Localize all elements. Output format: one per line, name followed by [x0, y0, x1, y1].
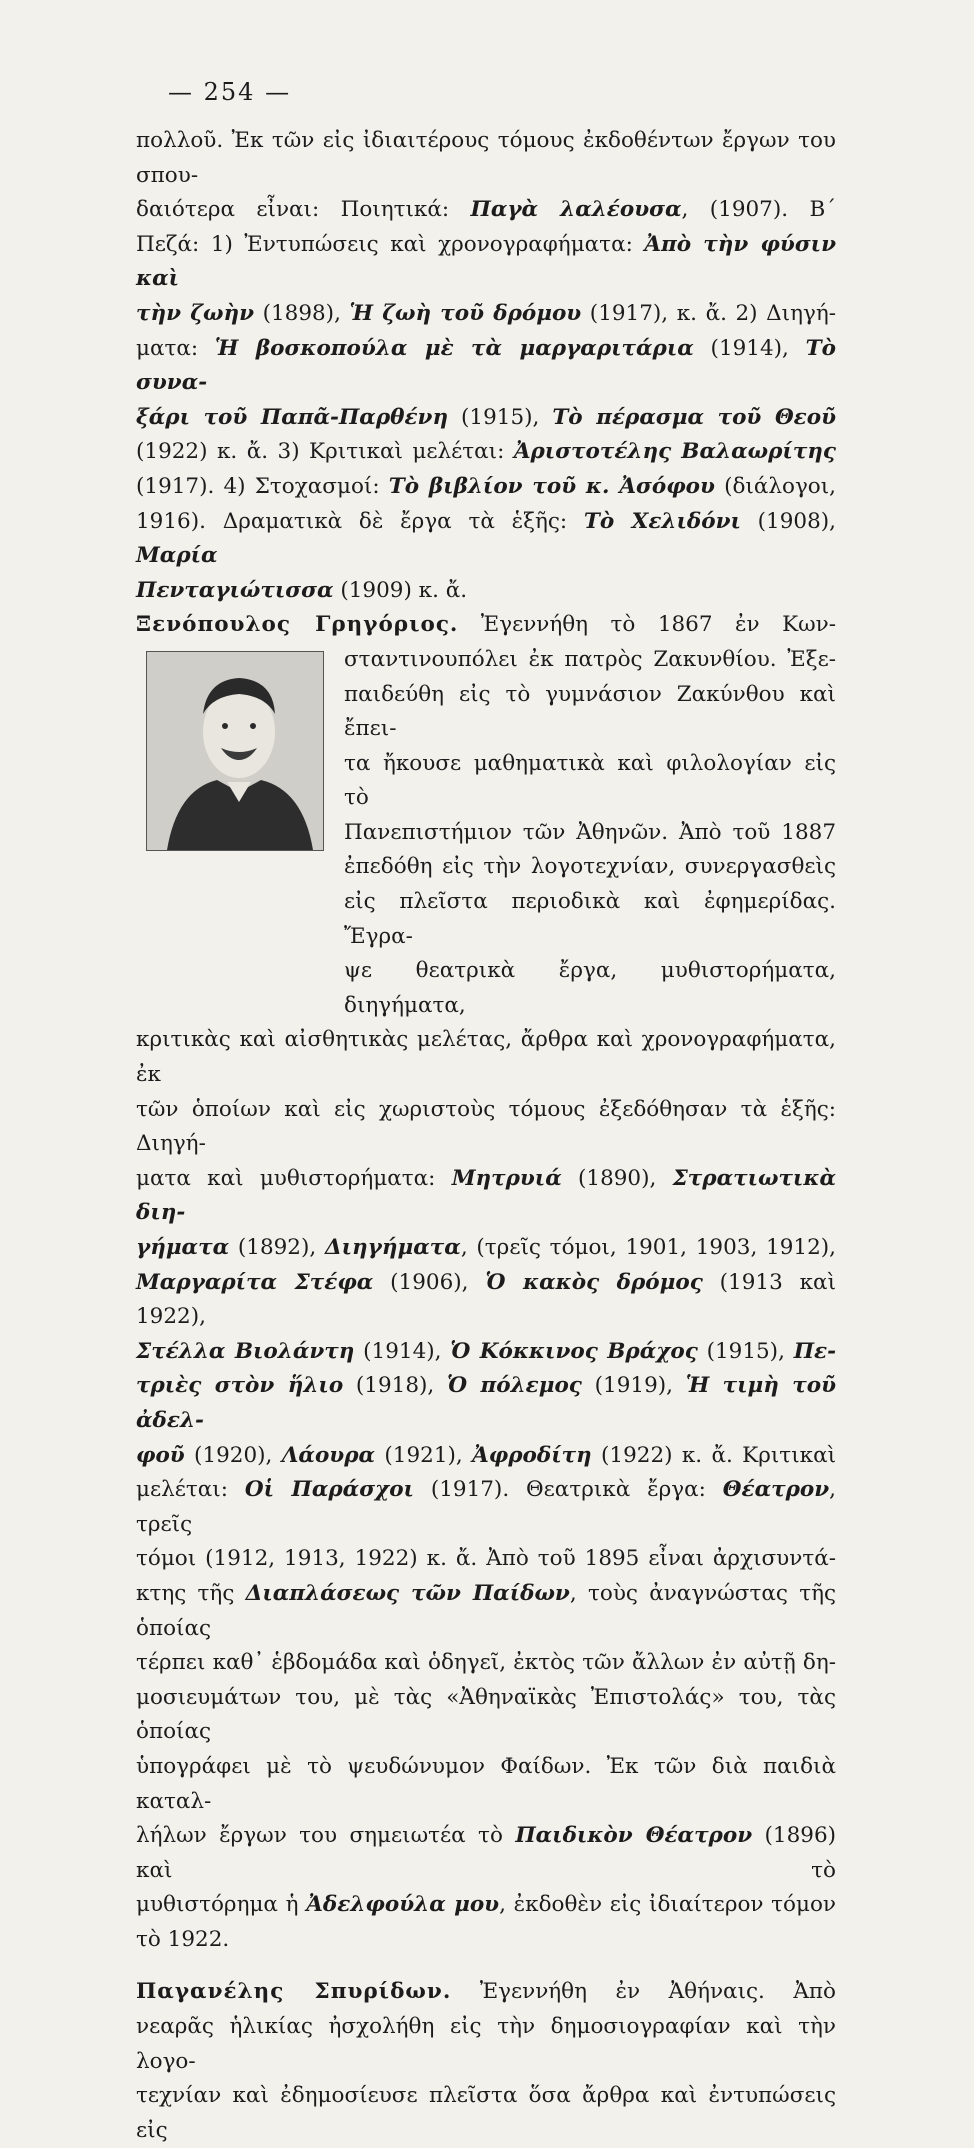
work-title: Τὸ βιβλίον τοῦ κ. Ἀσόφου [388, 473, 715, 499]
text-line: Πεζά: 1) Ἐντυπώσεις καὶ χρονογραφήματα: Ἀπὸ τὴν φύσιν καὶ [136, 231, 837, 292]
entry-heading: Παγανέλης Σπυρίδων. [136, 1979, 452, 2005]
work-title: Ἀριστοτέλης Βαλαωρίτης [513, 439, 837, 465]
page-number: — 254 — [168, 78, 292, 106]
text-line: γήματα (1892), Διηγήματα, (τρεῖς τόμοι, 1901, 1903, 1912), [136, 1235, 836, 1260]
work-title: Μαρία [136, 543, 218, 569]
text-line: Πενταγιώτισσα (1909) κ. ἄ. [136, 577, 468, 603]
work-title: Στέλλα Βιολάντη [136, 1338, 355, 1364]
work-title: Παιδικὸν Θέατρον [515, 1823, 753, 1849]
text-line: κτης τῆς Διαπλάσεως τῶν Παίδων, τοὺς ἀναγνώστας τῆς ὁποίας [136, 1580, 837, 1641]
text-line: Παγανέλης Σπυρίδων. Ἐγεννήθη ἐν Ἀθήναις. Ἀπὸ [136, 1979, 836, 2005]
page-body [136, 124, 836, 2148]
text-line: τὴν ζωὴν (1898), Ἡ ζωὴ τοῦ δρόμου (1917), κ. ἄ. 2) Διηγή- [136, 300, 836, 326]
text-line: τόμοι (1912, 1913, 1922) κ. ἄ. Ἀπὸ τοῦ 1895 εἶναι ἀρχισυντά- [136, 1546, 836, 1572]
work-title: Στρατιωτικὰ διη- [136, 1165, 836, 1226]
text-line: ξάρι τοῦ Παπᾶ-Παρθένη (1915), Τὸ πέρασμα τοῦ Θεοῦ [136, 404, 837, 430]
work-title: Οἱ Παράσχοι [244, 1477, 414, 1503]
text-line: νεαρᾶς ἡλικίας ἠσχολήθη εἰς τὴν δημοσιογραφίαν καὶ τὴν λογο- [136, 2014, 836, 2074]
work-title: Ἀπὸ τὴν φύσιν καὶ [136, 231, 837, 292]
work-title: Πε- [793, 1338, 836, 1364]
work-title: τριὲς στὸν ἥλιο [136, 1373, 344, 1399]
work-title: φοῦ [136, 1442, 185, 1468]
text-line: Ξενόπουλος Γρηγόριος. Ἐγεννήθη τὸ 1867 ἐν Κων- [136, 612, 836, 638]
text-line: παιδεύθη εἰς τὸ γυμνάσιον Ζακύνθου καὶ ἔπει- [344, 681, 836, 742]
text-line: Μαργαρίτα Στέφα (1906), Ὁ κακὸς δρόμος (1913 καὶ 1922), [136, 1269, 836, 1330]
work-title: Ὁ πόλεμος [447, 1373, 582, 1399]
work-title: Πενταγιώτισσα [136, 577, 334, 603]
work-title: Μητρυιά [451, 1165, 562, 1191]
text-line: 1916). Δραματικὰ δὲ ἔργα τὰ ἑξῆς: Τὸ Χελιδόνι (1908), Μαρία [136, 508, 836, 569]
work-title: Ἀφροδίτη [472, 1442, 592, 1468]
text-line: (1917). 4) Στοχασμοί: Τὸ βιβλίον τοῦ κ. Ἀσόφου (διάλογοι, [136, 473, 837, 499]
text-line: δαιότερα εἶναι: Ποιητικά: Παγὰ λαλέουσα, (1907). Β´ [136, 197, 836, 223]
portrait-photo-icon [147, 652, 323, 850]
work-title: Διηγήματα [324, 1235, 461, 1260]
text-line: μελέται: Οἱ Παράσχοι (1917). Θεατρικὰ ἔργα: Θέατρον, τρεῖς [136, 1477, 836, 1537]
text-line: ματα καὶ μυθιστορήματα: Μητρυιά (1890), Στρατιωτικὰ διη- [136, 1165, 836, 1226]
paragraph-gap [136, 1957, 836, 1975]
work-title: Διαπλάσεως τῶν Παίδων [245, 1580, 570, 1606]
text-line: τεχνίαν καὶ ἐδημοσίευσε πλεῖστα ὅσα ἄρθρα καὶ ἐντυπώσεις εἰς [136, 2083, 836, 2143]
paragraph-continuation [136, 124, 836, 608]
work-title: Ἡ βοσκοπούλα μὲ τὰ μαργαριτάρια [214, 335, 694, 361]
work-title: τὴν ζωὴν [136, 300, 254, 326]
work-title: Ὁ κακὸς δρόμος [485, 1269, 703, 1295]
text-line: (1922) κ. ἄ. 3) Κριτικαὶ μελέται: Ἀριστοτέλης Βαλαωρίτης [136, 439, 837, 465]
work-title: Παγὰ λαλέουσα [470, 197, 682, 223]
text-line: τα ἤκουσε μαθηματικὰ καὶ φιλολογίαν εἰς τὸ [344, 750, 836, 811]
portrait-wrap [136, 643, 836, 1024]
work-title: Τὸ συνα- [136, 335, 836, 396]
work-title: Ἡ τιμὴ τοῦ ἀδελ- [136, 1373, 837, 1433]
work-title: ξάρι τοῦ Παπᾶ-Παρθένη [136, 404, 449, 430]
text-line: μυθιστόρημα ἡ Ἀδελφούλα μου, ἐκδοθὲν εἰς ἰδιαίτερον τόμον [136, 1892, 836, 1918]
text-line: εἰς πλεῖστα περιοδικὰ καὶ ἐφημερίδας. Ἔγρα- [344, 889, 836, 949]
text-line: Πανεπιστήμιον τῶν Ἀθηνῶν. Ἀπὸ τοῦ 1887 [344, 819, 836, 845]
entry-xenopoulos [136, 608, 836, 1957]
work-title: Θέατρον [722, 1477, 830, 1503]
text-line: πολλοῦ. Ἐκ τῶν εἰς ἰδιαιτέρους τόμους ἐκδοθέντων ἔργων του σπου- [136, 128, 836, 188]
text-line: ἐπεδόθη εἰς τὴν λογοτεχνίαν, συνεργασθεὶς [344, 854, 836, 880]
text-line: τριὲς στὸν ἥλιο (1918), Ὁ πόλεμος (1919), Ἡ τιμὴ τοῦ ἀδελ- [136, 1373, 837, 1433]
author-portrait [146, 651, 324, 851]
text-line: λήλων ἔργων του σημειωτέα τὸ Παιδικὸν Θέατρον (1896) καὶ τὸ [136, 1823, 837, 1883]
text-line: σταντινουπόλει ἐκ πατρὸς Ζακυνθίου. Ἐξε- [344, 646, 836, 672]
text-line: τὸ 1922. [136, 1926, 230, 1952]
text-line: τέρπει καθ᾽ ἑβδομάδα καὶ ὁδηγεῖ, ἐκτὸς τῶν ἄλλων ἐν αὐτῇ δη- [136, 1650, 836, 1676]
text-line: μοσιευμάτων του, μὲ τὰς «Ἀθηναϊκὰς Ἐπιστολάς» του, τὰς ὁποίας [136, 1684, 836, 1745]
text-line: τῶν ὁποίων καὶ εἰς χωριστοὺς τόμους ἐξεδόθησαν τὰ ἑξῆς: Διηγή- [136, 1096, 836, 1157]
work-title: Ἀδελφούλα μου [306, 1892, 500, 1918]
work-title: Λάουρα [281, 1442, 376, 1468]
text-line: φοῦ (1920), Λάουρα (1921), Ἀφροδίτη (1922) κ. ἄ. Κριτικαὶ [136, 1442, 837, 1468]
text-line: ματα: Ἡ βοσκοπούλα μὲ τὰ μαργαριτάρια (1914), Τὸ συνα- [136, 335, 836, 396]
work-title: Ὁ Κόκκινος Βράχος [450, 1338, 698, 1364]
text-line: κριτικὰς καὶ αἰσθητικὰς μελέτας, ἄρθρα καὶ χρονογραφήματα, ἐκ [136, 1027, 836, 1088]
text-line: ψε θεατρικὰ ἔργα, μυθιστορήματα, διηγήματα, [344, 958, 836, 1018]
entry-paganelis [136, 1975, 836, 2148]
work-title: Ἡ ζωὴ τοῦ δρόμου [349, 300, 582, 326]
text-line: Στέλλα Βιολάντη (1914), Ὁ Κόκκινος Βράχος (1915), Πε- [136, 1338, 836, 1364]
text-line: ὑπογράφει μὲ τὸ ψευδώνυμον Φαίδων. Ἐκ τῶν διὰ παιδιὰ καταλ- [136, 1753, 836, 1814]
work-title: Τὸ πέρασμα τοῦ Θεοῦ [552, 404, 837, 430]
work-title: Τὸ Χελιδόνι [583, 508, 741, 534]
work-title: Μαργαρίτα Στέφα [136, 1269, 374, 1295]
entry-heading: Ξενόπουλος Γρηγόριος. [136, 612, 459, 638]
work-title: γήματα [136, 1235, 230, 1260]
